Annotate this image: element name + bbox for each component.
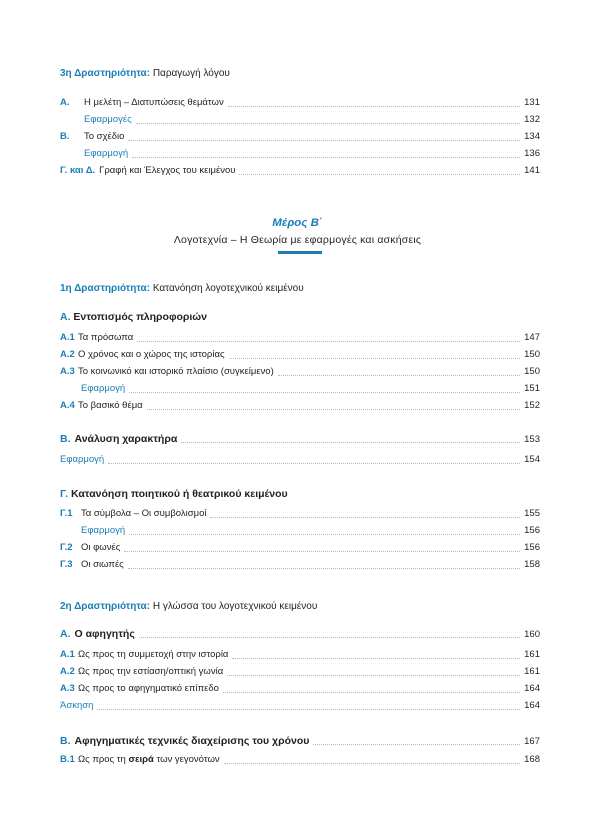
section-code: Β.: [60, 735, 71, 747]
leader-dots: [224, 763, 520, 764]
entry-code: Γ.2: [60, 542, 73, 553]
entry-code: Β.1: [60, 754, 75, 765]
entry-text: Το σχέδιο: [84, 131, 125, 142]
section-code: Α.: [60, 311, 71, 323]
entry-text: Ως προς την εστίαση/οπτική γωνία: [78, 666, 224, 677]
toc-entry[interactable]: [60, 648, 540, 662]
section-heading[interactable]: [60, 734, 540, 748]
entry-text: Τα σύμβολα – Οι συμβολισμοί: [81, 508, 207, 519]
section-title: Αφηγηματικές τεχνικές διαχείρισης του χρόνου: [74, 735, 310, 747]
entry-code: Α.2: [60, 349, 75, 360]
page-number: 168: [524, 754, 540, 765]
entry-code: Α.: [60, 97, 70, 108]
toc-entry[interactable]: [60, 130, 540, 144]
section-title: Κατανόηση ποιητικού ή θεατρικού κειμένου: [71, 488, 288, 500]
activity-label: 3η Δραστηριότητα:: [60, 68, 151, 79]
entry-code: Α.3: [60, 366, 75, 377]
toc-entry[interactable]: [60, 348, 540, 362]
activity-title: Παραγωγή λόγου: [152, 68, 230, 79]
page-number: 164: [524, 700, 540, 711]
entry-code: Γ. και Δ.: [60, 165, 96, 176]
entry-text-post: των γεγονότων: [153, 754, 220, 765]
section-heading[interactable]: [60, 627, 540, 641]
leader-dots: [108, 463, 520, 464]
page-number: 155: [524, 508, 540, 519]
leader-dots: [132, 157, 520, 158]
entry-text-bold: σειρά: [128, 754, 154, 765]
entry-text: Γραφή και Έλεγχος του κειμένου: [99, 165, 236, 176]
leader-dots: [128, 568, 520, 569]
entry-text: Οι σιωπές: [81, 559, 124, 570]
toc-entry[interactable]: [60, 113, 540, 127]
section-heading[interactable]: [60, 487, 288, 501]
entry-text: Τα πρόσωπα: [78, 332, 134, 343]
leader-dots: [147, 409, 520, 410]
leader-dots: [124, 551, 520, 552]
entry-text: Το κοινωνικό και ιστορικό πλαίσιο (συγκείμενο): [78, 366, 274, 377]
toc-entry[interactable]: [60, 665, 540, 679]
entry-text: Εφαρμογές: [84, 114, 132, 125]
activity-2-heading: [60, 600, 317, 614]
entry-text: Ως προς το αφηγηματικό επίπεδο: [78, 683, 219, 694]
page-number: 147: [524, 332, 540, 343]
entry-text: Η μελέτη – Διατυπώσεις θεμάτων: [84, 97, 224, 108]
activity-1-heading: [60, 282, 304, 296]
section-title: Ανάλυση χαρακτήρα: [74, 433, 178, 445]
leader-dots: [97, 709, 520, 710]
activity-title: Η γλώσσα του λογοτεχνικού κειμένου: [152, 601, 318, 612]
leader-dots: [239, 174, 520, 175]
leader-dots: [128, 140, 520, 141]
entry-code: Α.1: [60, 649, 75, 660]
part-subtitle: Λογοτεχνία – Η Θεωρία με εφαρμογές και ασκήσεις: [173, 234, 422, 246]
entry-text: Εφαρμογή: [84, 148, 129, 159]
section-title: Εντοπισμός πληροφοριών: [73, 311, 207, 323]
leader-dots: [229, 358, 520, 359]
page-number: 156: [524, 525, 540, 536]
page-number: 161: [524, 666, 540, 677]
leader-dots: [223, 692, 520, 693]
entry-text: Εφαρμογή: [81, 525, 126, 536]
entry-text: Εφαρμογή: [81, 383, 126, 394]
entry-text: Οι φωνές: [81, 542, 121, 553]
leader-dots: [139, 637, 520, 638]
entry-text: Ο χρόνος και ο χώρος της ιστορίας: [78, 349, 225, 360]
page-number: 141: [524, 165, 540, 176]
leader-dots: [313, 744, 520, 745]
page-number: 131: [524, 97, 540, 108]
leader-dots: [129, 534, 520, 535]
page-number: 151: [524, 383, 540, 394]
part-underline: [278, 251, 322, 254]
toc-entry[interactable]: [60, 524, 540, 538]
section-code: Α.: [60, 628, 71, 640]
leader-dots: [181, 442, 520, 443]
page-number: 150: [524, 366, 540, 377]
entry-text-pre: Ως προς τη: [78, 754, 129, 765]
entry-code: Α.4: [60, 400, 75, 411]
page-number: 158: [524, 559, 540, 570]
leader-dots: [278, 375, 520, 376]
entry-code: Α.2: [60, 666, 75, 677]
section-code: Β.: [60, 433, 71, 445]
leader-dots: [137, 341, 520, 342]
toc-entry[interactable]: [60, 507, 540, 521]
page-number: 154: [524, 454, 540, 465]
toc-entry[interactable]: [60, 96, 540, 110]
page-number: 150: [524, 349, 540, 360]
toc-entry[interactable]: [60, 682, 540, 696]
page-number: 164: [524, 683, 540, 694]
toc-entry[interactable]: [60, 365, 540, 379]
entry-code: Α.3: [60, 683, 75, 694]
page-number: 160: [524, 629, 540, 640]
activity-title: Κατανόηση λογοτεχνικού κειμένου: [152, 283, 304, 294]
activity-3-heading: [60, 67, 230, 81]
page-number: 153: [524, 434, 540, 445]
section-title: Ο αφηγητής: [74, 628, 135, 640]
section-code: Γ.: [60, 488, 69, 500]
page-number: 161: [524, 649, 540, 660]
leader-dots: [129, 392, 520, 393]
entry-text: Άσκηση: [60, 700, 94, 711]
entry-text: Εφαρμογή: [60, 454, 105, 465]
entry-text: Ως προς τη συμμετοχή στην ιστορία: [78, 649, 229, 660]
entry-code: Γ.3: [60, 559, 73, 570]
toc-entry[interactable]: [60, 164, 540, 178]
leader-dots: [136, 123, 520, 124]
toc-entry[interactable]: [60, 382, 540, 396]
toc-entry[interactable]: [60, 753, 540, 767]
entry-code: Α.1: [60, 332, 75, 343]
toc-entry[interactable]: [60, 699, 540, 713]
section-heading[interactable]: [60, 432, 540, 446]
section-heading[interactable]: [60, 310, 207, 324]
toc-entry[interactable]: [60, 453, 540, 467]
part-title: Μέρος Β΄: [272, 217, 323, 229]
toc-entry[interactable]: [60, 541, 540, 555]
page-number: 152: [524, 400, 540, 411]
entry-code: Γ.1: [60, 508, 73, 519]
leader-dots: [210, 517, 520, 518]
page-number: 167: [524, 736, 540, 747]
toc-entry[interactable]: [60, 331, 540, 345]
leader-dots: [228, 106, 520, 107]
entry-text: Το βασικό θέμα: [78, 400, 143, 411]
leader-dots: [227, 675, 520, 676]
toc-entry[interactable]: [60, 558, 540, 572]
leader-dots: [232, 658, 520, 659]
page-number: 136: [524, 148, 540, 159]
entry-code: Β.: [60, 131, 70, 142]
page-number: 156: [524, 542, 540, 553]
page-number: 134: [524, 131, 540, 142]
activity-label: 1η Δραστηριότητα:: [60, 283, 151, 294]
toc-entry[interactable]: [60, 147, 540, 161]
toc-entry[interactable]: [60, 399, 540, 413]
activity-label: 2η Δραστηριότητα:: [60, 601, 151, 612]
page-number: 132: [524, 114, 540, 125]
